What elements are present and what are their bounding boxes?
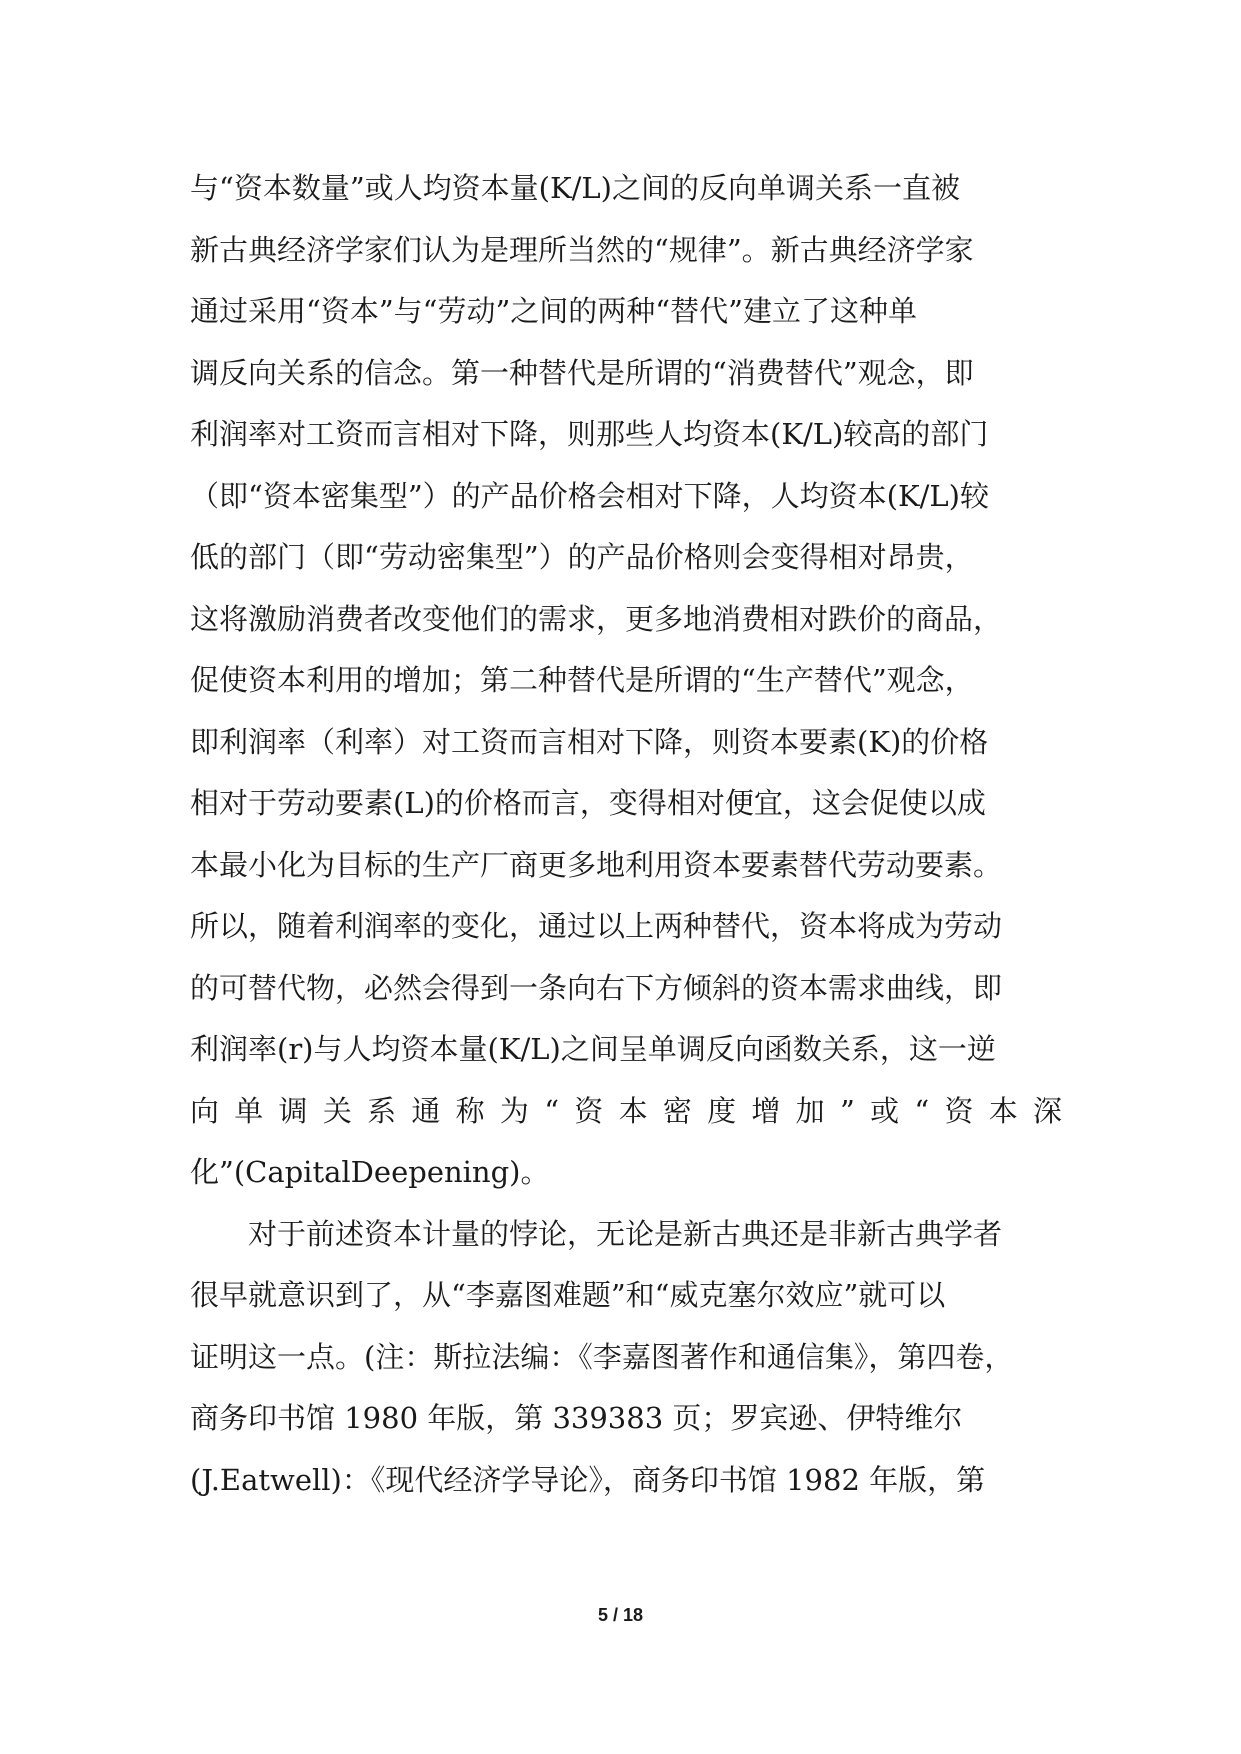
text-line: 低的部门（即“劳动密集型”）的产品价格则会变得相对昂贵， [190, 540, 974, 574]
text-line: 新古典经济学家们认为是理所当然的“规律”。新古典经济学家 [190, 232, 974, 267]
text-line: 所以，随着利润率的变化，通过以上两种替代，资本将成为劳动 [190, 909, 1003, 943]
text-line: （即“资本密集型”）的产品价格会相对下降，人均资本(K/L)较 [190, 478, 989, 513]
page-number: 5 / 18 [597, 1605, 644, 1625]
text-line: 与“资本数量”或人均资本量(K/L)之间的反向单调关系一直被 [190, 171, 960, 205]
text-line: 调反向关系的信念。第一种替代是所谓的“消费替代”观念，即 [190, 355, 974, 390]
text-line: 利润率(r)与人均资本量(K/L)之间呈单调反向函数关系，这一逆 [190, 1032, 996, 1066]
text-line: 即利润率（利率）对工资而言相对下降，则资本要素(K)的价格 [190, 724, 989, 759]
body-text [190, 158, 1062, 1511]
text-line: (J.Eatwell)：《现代经济学导论》，商务印书馆 1982 年版，第 [190, 1462, 986, 1497]
text-line: 通过采用“资本”与“劳动”之间的两种“替代”建立了这种单 [190, 294, 917, 328]
text-line: 相对于劳动要素(L)的价格而言，变得相对便宜，这会促使以成 [190, 786, 986, 820]
paragraph-first-line: 对于前述资本计量的悖论，无论是新古典还是非新古典学者 [248, 1216, 1003, 1251]
text-line: 本最小化为目标的生产厂商更多地利用资本要素替代劳动要素。 [190, 847, 1003, 882]
text-line: 证明这一点。(注：斯拉法编：《李嘉图著作和通信集》，第四卷， [190, 1339, 1014, 1374]
text-line: 促使资本利用的增加；第二种替代是所谓的“生产替代”观念， [190, 663, 974, 697]
text-line: 向单调关系通称为“资本密度增加”或“资本深 [190, 1093, 1062, 1128]
text-line: 这将激励消费者改变他们的需求，更多地消费相对跌价的商品， [190, 601, 1003, 636]
text-line: 很早就意识到了，从“李嘉图难题”和“威克塞尔效应”就可以 [190, 1278, 946, 1312]
text-line: 利润率对工资而言相对下降，则那些人均资本(K/L)较高的部门 [190, 417, 989, 451]
text-line: 化”(CapitalDeepening)。 [190, 1155, 550, 1189]
text-line: 商务印书馆 1980 年版，第 339383 页；罗宾逊、伊特维尔 [190, 1401, 963, 1435]
text-line: 的可替代物，必然会得到一条向右下方倾斜的资本需求曲线，即 [190, 970, 1003, 1005]
